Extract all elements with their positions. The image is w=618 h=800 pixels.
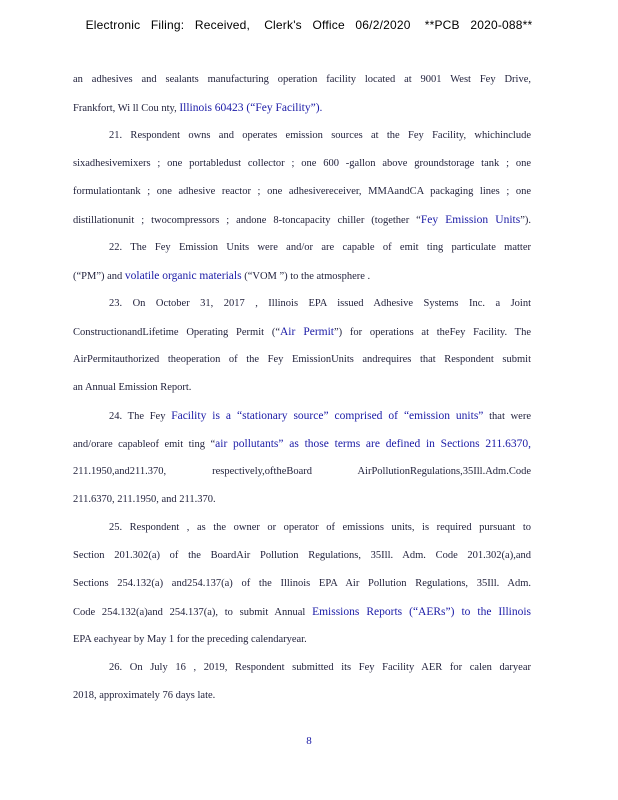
- text-run: ConstructionandLifetime Operating Permit (“: [73, 327, 280, 338]
- text-run: distillationunit ; twocompressors ; andone 8-toncapacity chiller (together “: [73, 215, 421, 226]
- page-number: 8: [306, 735, 312, 747]
- text-run: (“PM”) and: [73, 271, 125, 282]
- text-line: [73, 178, 531, 206]
- text-line: [73, 94, 531, 122]
- text-line: [73, 598, 531, 626]
- filing-header: Electronic Filing: Received, Clerk's Office 06/2/2020 **PCB 2020-088**: [85, 18, 533, 32]
- text-run: that were: [483, 411, 531, 422]
- text-run: Facility is a “stationary source” comprised of “emission units”: [171, 410, 484, 422]
- text-line: [73, 262, 531, 290]
- text-line: [73, 290, 531, 318]
- text-run: 2018, approximately 76 days late.: [73, 690, 216, 701]
- text-run: sixadhesivemixers ; one portabledust collector ; one 600 -gallon above groundstorage tank ; one: [73, 158, 531, 169]
- text-line: [73, 542, 531, 570]
- text-run: ”) for operations at theFey Facility. The: [334, 327, 531, 338]
- text-line: [73, 346, 531, 374]
- text-run: 211.1950,and211.370, respectively,oftheBoard AirPollutionRegulations,35Ill.Adm.Code: [73, 466, 531, 477]
- text-line: [73, 486, 531, 514]
- text-run: Section 201.302(a) of the BoardAir Pollution Regulations, 35Ill. Adm. Code 201.302(a),and: [73, 550, 531, 561]
- text-run: and/orare capableof emit ting “: [73, 439, 216, 450]
- text-line: [73, 570, 531, 598]
- text-run: formulationtank ; one adhesive reactor ; one adhesivereceiver, MMAandCA packaging lines ; one: [73, 186, 531, 197]
- text-run: Illinois 60423 (“Fey Facility”).: [179, 102, 323, 114]
- text-line: [73, 626, 531, 654]
- text-run: 26. On July 16 , 2019, Respondent submitted its Fey Facility AER for calen daryear: [109, 662, 531, 673]
- text-line: [73, 318, 531, 346]
- text-run: Emissions Reports (“AERs”) to the Illinois: [312, 606, 531, 618]
- text-line: [73, 150, 531, 178]
- text-line: [73, 234, 531, 262]
- text-run: an Annual Emission Report.: [73, 382, 192, 393]
- text-run: ” as those terms are defined in Sections 211.6370,: [278, 438, 531, 450]
- text-run: Sections 254.132(a) and254.137(a) of the Illinois EPA Air Pollution Regulations, 35Ill. Adm.: [73, 578, 531, 589]
- text-run: Code 254.132(a)and 254.137(a), to submit Annual: [73, 607, 313, 618]
- text-run: 22. The Fey Emission Units were and/or are capable of emit ting particulate matter: [109, 242, 531, 253]
- text-run: 21. Respondent owns and operates emission sources at the Fey Facility, whichinclude: [109, 130, 531, 141]
- text-line: [73, 682, 531, 710]
- text-run: volatile organic materials: [124, 270, 242, 282]
- text-run: EPA eachyear by May 1 for the preceding calendaryear.: [73, 634, 307, 645]
- text-line: [73, 66, 531, 94]
- text-run: 25. Respondent , as the owner or operator of emissions units, is required pursuant to: [109, 522, 531, 533]
- text-line: [73, 458, 531, 486]
- document-body: [73, 66, 531, 710]
- text-run: ”).: [520, 215, 531, 226]
- text-line: [73, 430, 531, 458]
- text-run: AirPermitauthorized theoperation of the Fey EmissionUnits andrequires that Respondent submit: [73, 354, 531, 365]
- text-line: [73, 514, 531, 542]
- text-run: Air Permit: [279, 326, 334, 338]
- text-line: [73, 206, 531, 234]
- text-run: Fey Emission Units: [420, 214, 521, 226]
- text-run: Frankfort, Wi ll Cou nty,: [73, 103, 180, 114]
- text-line: [73, 374, 531, 402]
- text-run: an adhesives and sealants manufacturing operation facility located at 9001 West Fey Drive,: [73, 74, 531, 85]
- text-run: (“VOM ”) to the atmosphere .: [241, 271, 371, 282]
- text-line: [73, 122, 531, 150]
- text-line: [73, 402, 531, 430]
- text-run: 23. On October 31, 2017 , Illinois EPA issued Adhesive Systems Inc. a Joint: [109, 298, 531, 309]
- text-run: 211.6370, 211.1950, and 211.370.: [73, 494, 216, 505]
- text-line: [73, 654, 531, 682]
- text-run: air pollutants: [215, 438, 279, 450]
- text-run: 24. The Fey: [109, 411, 172, 422]
